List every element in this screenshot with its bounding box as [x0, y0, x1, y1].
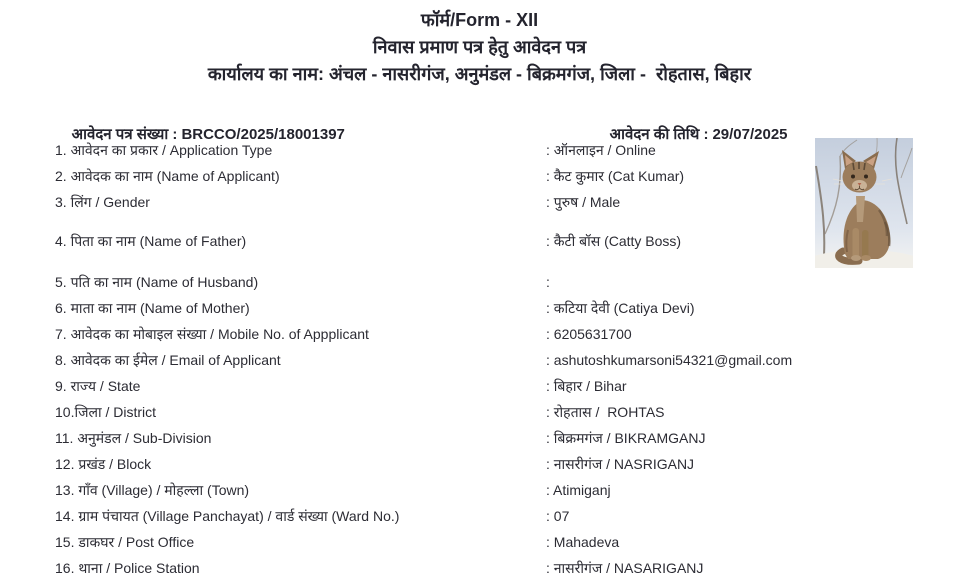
- form-row-mother-name: [55, 295, 905, 321]
- field-label: 4. पिता का नाम (Name of Father): [55, 232, 247, 249]
- form-row-application-type: [55, 137, 905, 163]
- application-number-value: BRCCO/2025/18001397: [181, 126, 345, 143]
- form-row-village: [55, 477, 905, 503]
- field-label: 9. राज्य / State: [55, 377, 141, 394]
- form-row-gender: [55, 189, 905, 215]
- application-number-label: आवेदन पत्र संख्या :: [71, 126, 178, 143]
- form-row-post-office: [55, 529, 905, 555]
- field-value: : नासरीगंज / NASARIGANJ: [546, 559, 704, 576]
- field-value: : कैट कुमार (Cat Kumar): [546, 167, 685, 184]
- field-label: 5. पति का नाम (Name of Husband): [55, 273, 259, 290]
- form-row-block: [55, 451, 905, 477]
- form-fields: [55, 137, 905, 576]
- field-value: : ashutoshkumarsoni54321@gmail.com: [546, 352, 793, 368]
- field-label: 14. ग्राम पंचायत (Village Panchayat) / वार्ड संख्या (Ward No.): [55, 507, 400, 524]
- field-label: 10.जिला / District: [55, 403, 157, 420]
- field-value: : Atimiganj: [546, 482, 611, 498]
- field-label: 13. गाँव (Village) / मोहल्ला (Town): [55, 481, 250, 498]
- form-row-father-name: [55, 228, 905, 254]
- form-row-husband-name: [55, 269, 905, 295]
- field-label: 8. आवेदक का ईमेल / Email of Applicant: [55, 351, 281, 368]
- field-label: 3. लिंग / Gender: [55, 193, 150, 210]
- application-date-label: आवेदन की तिथि :: [609, 126, 709, 143]
- form-row-mobile: [55, 321, 905, 347]
- form-row-panchayat-ward: [55, 503, 905, 529]
- form-row-applicant-name: [55, 163, 905, 189]
- field-label: 1. आवेदन का प्रकार / Application Type: [55, 141, 273, 158]
- form-row-email: [55, 347, 905, 373]
- field-value: : कटिया देवी (Catiya Devi): [546, 299, 695, 316]
- field-value: : नासरीगंज / NASRIGANJ: [546, 455, 695, 472]
- field-value: :: [546, 274, 550, 290]
- form-row-district: [55, 399, 905, 425]
- field-label: 11. अनुमंडल / Sub-Division: [55, 429, 212, 446]
- field-label: 2. आवेदक का नाम (Name of Applicant): [55, 167, 280, 184]
- field-value: : 07: [546, 508, 570, 524]
- field-label: 15. डाकघर / Post Office: [55, 533, 195, 550]
- application-date-value: 29/07/2025: [712, 126, 788, 143]
- applicant-photo: [815, 138, 913, 268]
- field-value: : बिक्रमगंज / BIKRAMGANJ: [546, 429, 706, 446]
- field-value: : कैटी बॉस (Catty Boss): [546, 232, 682, 249]
- form-row-police-station: [55, 555, 905, 576]
- field-value: : Mahadeva: [546, 534, 620, 550]
- office-name-line: कार्यालय का नाम: अंचल - नासरीगंज, अनुमंडल - बिक्रमगंज, जिला - रोहतास, बिहार: [207, 64, 752, 84]
- field-label: 16. थाना / Police Station: [55, 559, 200, 576]
- form-subtitle: निवास प्रमाण पत्र हेतु आवेदन पत्र: [372, 37, 587, 57]
- form-row-state: [55, 373, 905, 399]
- field-label: 7. आवेदक का मोबाइल संख्या / Mobile No. of Appplicant: [55, 325, 369, 342]
- form-title: फॉर्म/Form - XII: [420, 10, 539, 30]
- field-value: : रोहतास / ROHTAS: [546, 403, 665, 420]
- field-value: : ऑनलाइन / Online: [546, 141, 656, 158]
- field-value: : बिहार / Bihar: [546, 377, 627, 394]
- field-value: : पुरुष / Male: [546, 193, 621, 210]
- field-value: : 6205631700: [546, 326, 632, 342]
- form-row-subdivision: [55, 425, 905, 451]
- field-label: 12. प्रखंड / Block: [55, 455, 152, 472]
- field-label: 6. माता का नाम (Name of Mother): [55, 299, 250, 316]
